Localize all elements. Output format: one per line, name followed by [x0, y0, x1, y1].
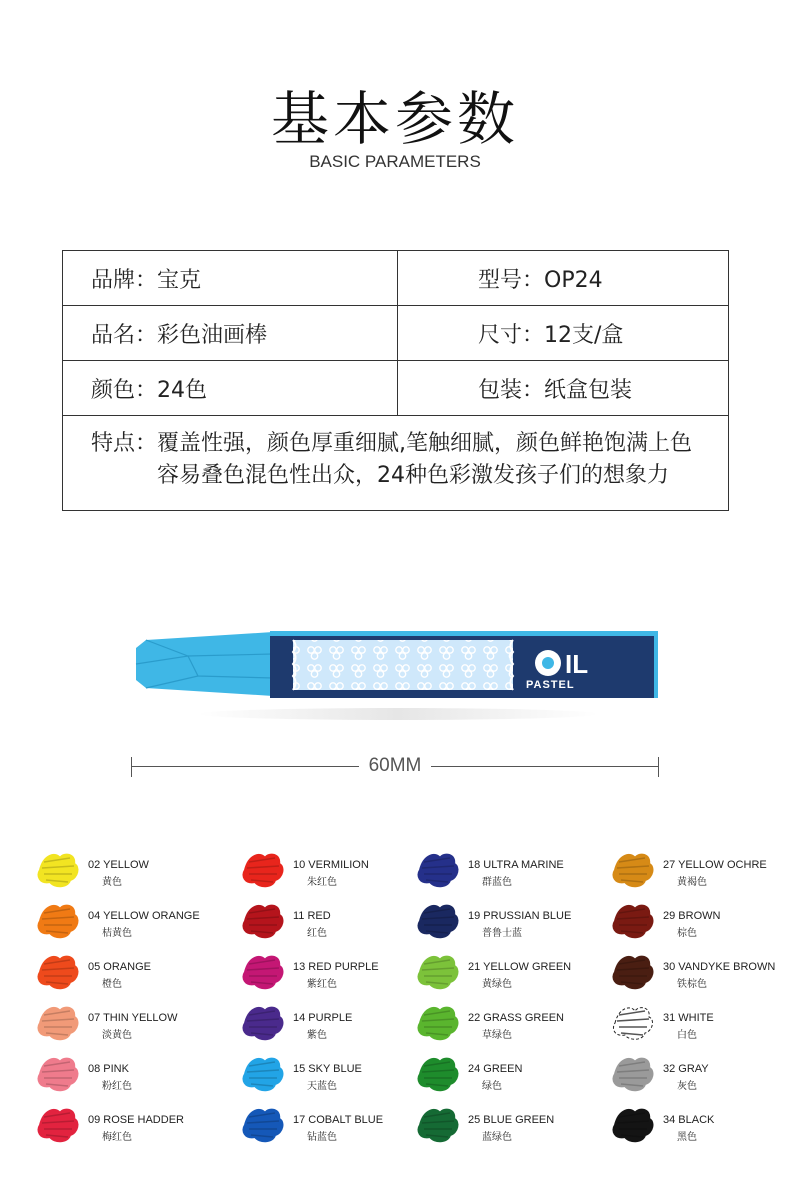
dimension-label-wrap: [131, 755, 659, 777]
color-name-cn: 棕色: [677, 928, 697, 939]
model-cell: [398, 251, 729, 306]
size-label: 尺寸：: [478, 322, 545, 348]
color-name-cn: 粉红色: [102, 1081, 132, 1092]
brand-label: 品牌：: [91, 267, 158, 293]
color-scribble: [609, 899, 657, 941]
color-scribble: [609, 1052, 657, 1094]
pack-cell: [398, 361, 729, 416]
color-name-cn: 蓝绿色: [482, 1132, 512, 1143]
color-name-cn: 梅红色: [102, 1132, 132, 1143]
color-swatch-item: [609, 1001, 790, 1045]
color-swatch-item: [414, 1052, 599, 1096]
pack-value: 纸盒包装: [544, 377, 633, 403]
feature-cell: [63, 416, 729, 511]
color-scribble: [609, 950, 657, 992]
model-label: 型号：: [478, 267, 545, 293]
color-swatch-item: [414, 899, 599, 943]
color-name-en: 15 SKY BLUE: [293, 1063, 362, 1075]
color-swatch-item: [609, 848, 790, 892]
color-label: 颜色：: [91, 377, 158, 403]
color-scribble: [239, 1103, 287, 1145]
color-name-cn: 草绿色: [482, 1030, 512, 1041]
color-scribble: [414, 1001, 462, 1043]
color-swatch-item: [414, 1001, 599, 1045]
color-name-cn: 黄褐色: [677, 877, 707, 888]
table-row: [63, 361, 729, 416]
name-value: 彩色油画棒: [157, 322, 268, 348]
color-value: 24色: [157, 377, 208, 403]
color-name-en: 25 BLUE GREEN: [468, 1114, 555, 1126]
color-name-cn: 红色: [307, 928, 327, 939]
color-name-cn: 紫红色: [307, 979, 337, 990]
pack-label: 包装：: [478, 377, 545, 403]
color-name-en: 09 ROSE HADDER: [88, 1114, 184, 1126]
dimension-marker: [131, 755, 659, 779]
page-title: 基本参数: [270, 85, 519, 153]
color-name-en: 10 VERMILION: [293, 859, 369, 871]
color-name-en: 29 BROWN: [663, 910, 721, 922]
page-subtitle: BASIC PARAMETERS: [309, 152, 481, 171]
color-swatch-item: [609, 1052, 790, 1096]
oil-pastel-image: [128, 626, 668, 726]
color-name-cn: 绿色: [482, 1081, 502, 1092]
logo-pastel-text: PASTEL: [526, 679, 575, 691]
color-name-en: 02 YELLOW: [88, 859, 149, 871]
color-name-cn: 黑色: [677, 1132, 697, 1143]
brand-value: 宝克: [157, 267, 202, 293]
color-name-en: 27 YELLOW OCHRE: [663, 859, 767, 871]
size-value: 12支/盒: [544, 322, 624, 348]
color-swatch-item: [34, 1103, 219, 1147]
color-name-en: 17 COBALT BLUE: [293, 1114, 384, 1126]
pastel-tip: [136, 632, 273, 696]
color-swatch-item: [34, 1052, 219, 1096]
color-name-cn: 灰色: [677, 1081, 697, 1092]
color-swatch-item: [239, 950, 424, 994]
color-name-cn: 紫色: [307, 1030, 327, 1041]
color-scribble: [34, 899, 82, 941]
color-name-en: 32 GRAY: [663, 1063, 709, 1075]
color-name-en: 05 ORANGE: [88, 961, 151, 973]
color-name-en: 30 VANDYKE BROWN: [663, 961, 776, 973]
parameters-table: [62, 250, 729, 511]
color-name-en: 21 YELLOW GREEN: [468, 961, 572, 973]
size-cell: [398, 306, 729, 361]
color-swatch-item: [414, 1103, 599, 1147]
color-name-en: 08 PINK: [88, 1063, 129, 1075]
color-name-cn: 黄绿色: [482, 979, 512, 990]
name-label: 品名：: [91, 322, 158, 348]
color-swatch-item: [239, 899, 424, 943]
color-name-cn: 普鲁士蓝: [482, 928, 522, 939]
color-name-cn: 铁棕色: [677, 979, 707, 990]
color-scribble: [414, 1052, 462, 1094]
color-scribble: [34, 1103, 82, 1145]
color-name-en: 24 GREEN: [468, 1063, 523, 1075]
color-name-cn: 朱红色: [307, 877, 337, 888]
feature-value: 覆盖性强，颜色厚重细腻,笔触细腻，颜色鲜艳饱满上色容易叠色混色性出众，24种色彩激发孩子们的想象力: [157, 431, 693, 488]
color-scribble: [414, 950, 462, 992]
color-swatch-item: [239, 1103, 424, 1147]
color-name-en: 22 GRASS GREEN: [468, 1012, 564, 1024]
table-row: [63, 251, 729, 306]
color-scribble: [34, 1001, 82, 1043]
color-swatch-item: [609, 1103, 790, 1147]
model-value: OP24: [544, 267, 603, 293]
color-name-cn: 群蓝色: [482, 877, 512, 888]
logo-il-text: IL: [565, 649, 589, 679]
color-scribble: [239, 1052, 287, 1094]
color-scribble: [414, 1103, 462, 1145]
color-swatch-item: [239, 1001, 424, 1045]
color-name-en: 34 BLACK: [663, 1114, 715, 1126]
color-swatch-item: [239, 1052, 424, 1096]
color-scribble: [239, 1001, 287, 1043]
color-name-cn: 淡黄色: [102, 1030, 132, 1041]
color-name-cn: 天蓝色: [307, 1081, 337, 1092]
color-name-cn: 白色: [677, 1030, 697, 1041]
color-swatch-item: [609, 899, 790, 943]
color-name-en: 19 PRUSSIAN BLUE: [468, 910, 572, 922]
color-swatch-item: [34, 1001, 219, 1045]
color-name-en: 18 ULTRA MARINE: [468, 859, 564, 871]
color-name-en: 07 THIN YELLOW: [88, 1012, 178, 1024]
color-swatch-item: [609, 950, 790, 994]
color-scribble: [34, 950, 82, 992]
color-name-en: 13 RED PURPLE: [293, 961, 379, 973]
color-swatch-item: [34, 950, 219, 994]
color-swatch-item: [34, 848, 219, 892]
color-scribble: [414, 848, 462, 890]
color-scribble: [34, 1052, 82, 1094]
color-name-cn: 橙色: [102, 979, 122, 990]
color-scribble: [239, 848, 287, 890]
color-swatch-item: [34, 899, 219, 943]
color-name-cn: 钻蓝色: [307, 1132, 337, 1143]
color-name-en: 14 PURPLE: [293, 1012, 353, 1024]
pattern-band: [293, 640, 513, 690]
color-scribble: [239, 950, 287, 992]
name-cell: [63, 306, 398, 361]
color-scribble: [34, 848, 82, 890]
color-name-en: 11 RED: [293, 910, 331, 922]
color-swatch-item: [239, 848, 424, 892]
oil-pastel-illustration: [128, 626, 668, 726]
color-scribble: [414, 899, 462, 941]
color-scribble: [609, 848, 657, 890]
color-swatch-item: [414, 848, 599, 892]
color-name-cn: 桔黄色: [102, 928, 132, 939]
color-scribble: [609, 1103, 657, 1145]
feature-label: 特点：: [91, 431, 158, 456]
table-row: [63, 306, 729, 361]
color-scribble: [609, 1001, 657, 1043]
color-cell: [63, 361, 398, 416]
brand-cell: [63, 251, 398, 306]
color-name-en: 04 YELLOW ORANGE: [88, 910, 200, 922]
dimension-label: 60MM: [365, 755, 426, 776]
shadow: [198, 708, 598, 720]
color-swatch-item: [414, 950, 599, 994]
color-name-cn: 黄色: [102, 877, 122, 888]
table-row: [63, 416, 729, 511]
color-scribble: [239, 899, 287, 941]
color-name-en: 31 WHITE: [663, 1012, 714, 1024]
color-swatch-grid: [34, 848, 774, 1158]
